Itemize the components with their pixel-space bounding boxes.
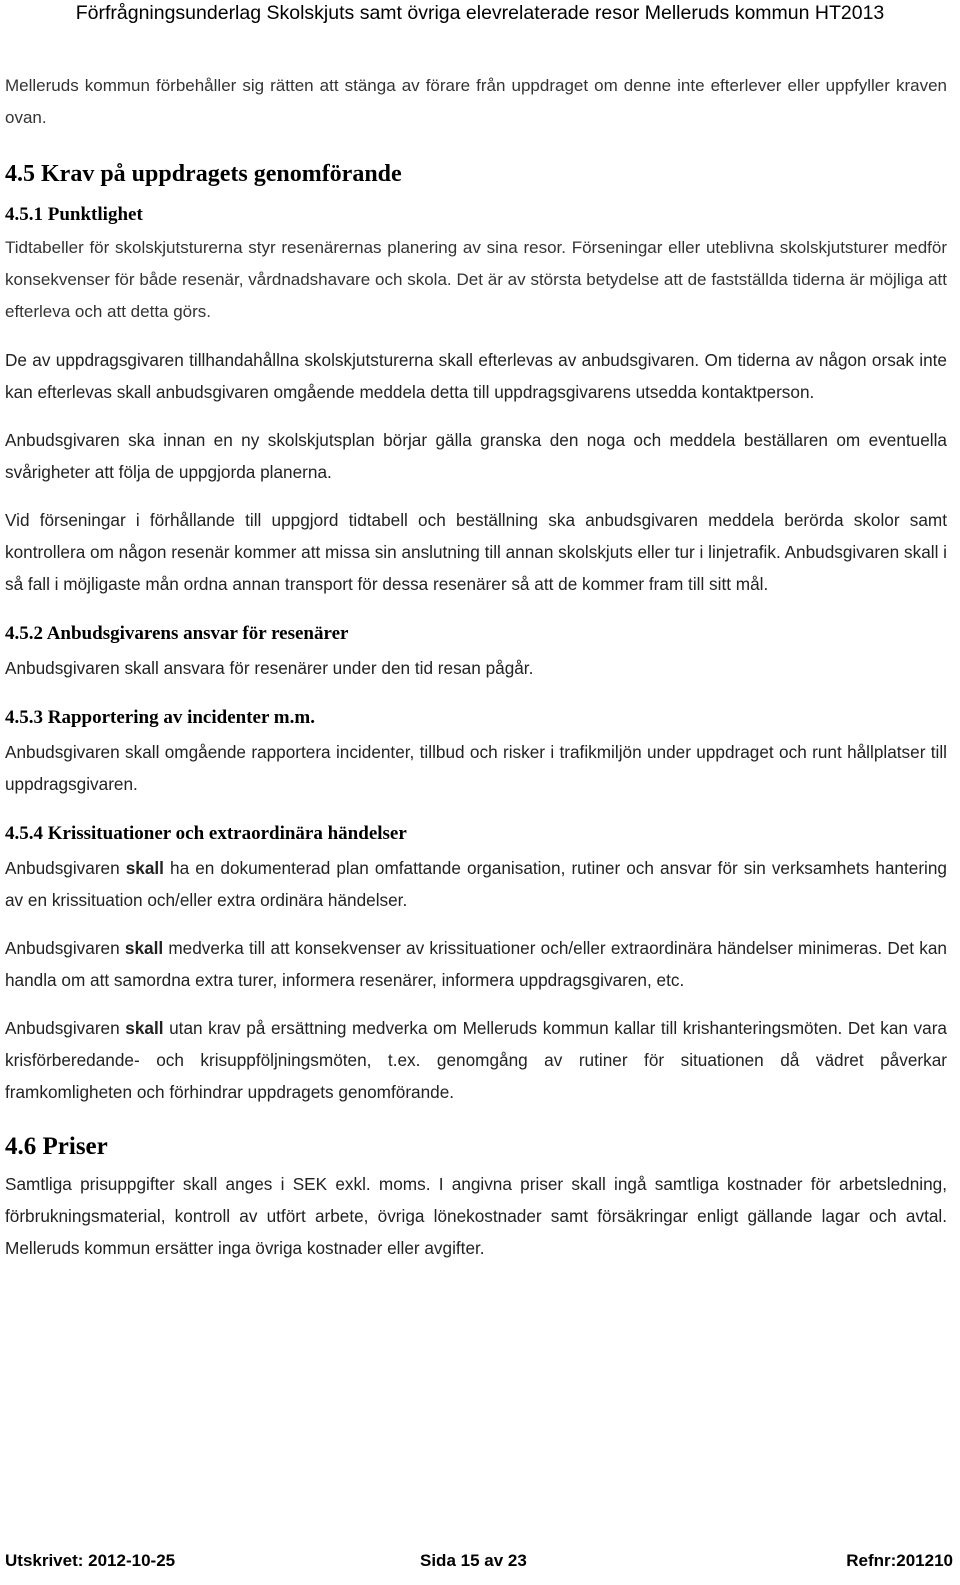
footer-printed-date: Utskrivet: 2012-10-25 [5, 1551, 176, 1570]
crisis-paragraph-3 [5, 1012, 947, 1108]
punctuality-paragraph-1 [5, 232, 947, 328]
footer-reference: Refnr:201210 [846, 1551, 953, 1570]
intro-paragraph: Melleruds kommun förbehåller sig rätten att stänga av förare från uppdraget om denne inte efterlever eller uppfyller kraven ovan. [5, 76, 947, 127]
footer-page-number: Sida 15 av 23 [420, 1551, 527, 1570]
punctuality-paragraph-2: De av uppdragsgivaren tillhandahållna skolskjutsturerna skall efterlevas av anbudsgivaren. Om tiderna av någon orsak inte kan efterlevas skall anbudsgivaren omgående meddela detta till uppdragsgivarens utsedda kontaktperson. [5, 350, 947, 402]
section-heading-4-5-4: 4.5.4 Krissituationer och extraordinära händelser [5, 823, 407, 844]
section-heading-4-5-2: 4.5.2 Anbudsgivarens ansvar för resenärer [5, 623, 349, 644]
punctuality-paragraph-1-a: Tidtabeller för skolskjutsturerna styr resenärernas planering av sina resor. Förseningar eller uteblivna skolskjutsturer medför konsekvenser för både resenär, vårdnadshavare och skola. [5, 238, 947, 289]
prices-paragraph: Samtliga prisuppgifter skall anges i SEK exkl. moms. I angivna priser skall ingå samtliga kostnader för arbetsledning, förbrukningsmaterial, kontroll av utfört arbete, övriga lönekostnader samt försäkringar enligt gällande lagar och avtal. Melleruds kommun ersätter inga övriga kostnader eller avgifter. [5, 1174, 947, 1258]
section-heading-4-5-3: 4.5.3 Rapportering av incidenter m.m. [5, 707, 315, 728]
crisis-paragraph-2-pre: Anbudsgivaren [5, 938, 125, 958]
crisis-paragraph-1 [5, 852, 947, 916]
crisis-paragraph-2-bold: skall [124, 938, 164, 958]
punctuality-paragraph-3: Anbudsgivaren ska innan en ny skolskjutsplan börjar gälla granska den noga och meddela beställaren om eventuella svårigheter att följa de uppgjorda planerna. [5, 430, 947, 482]
responsibility-paragraph: Anbudsgivaren skall ansvara för resenärer under den tid resan pågår. [5, 658, 534, 678]
section-heading-4-5-1: 4.5.1 Punktlighet [5, 204, 143, 225]
section-heading-4-5: 4.5 Krav på uppdragets genomförande [5, 161, 402, 187]
crisis-paragraph-3-pre: Anbudsgivaren [5, 1018, 126, 1038]
incident-paragraph: Anbudsgivaren skall omgående rapportera incidenter, tillbud och risker i trafikmiljön under uppdraget och runt hållplatser till uppdragsgivaren. [5, 742, 947, 794]
crisis-paragraph-2 [5, 932, 947, 996]
crisis-paragraph-1-post: ha en dokumenterad plan omfattande organisation, rutiner och ansvar för sin verksamhets hantering av en krissituation och/eller extra ordinära händelser. [5, 858, 947, 910]
crisis-paragraph-2-post: medverka till att konsekvenser av krissituationer och/eller extraordinära händelser minimeras. Det kan handla om att samordna extra turer, informera resenärer, informera uppdragsgivaren, etc. [5, 938, 947, 990]
section-heading-4-6: 4.6 Priser [5, 1133, 108, 1160]
page-body [5, 70, 947, 1264]
crisis-paragraph-1-bold: skall [125, 858, 164, 878]
crisis-paragraph-3-bold: skall [125, 1018, 164, 1038]
running-header: Förfrågningsunderlag Skolskjuts samt övriga elevrelaterade resor Melleruds kommun HT2013 [75, 2, 885, 24]
crisis-paragraph-1-pre: Anbudsgivaren [5, 858, 126, 878]
crisis-paragraph-3-post: utan krav på ersättning medverka om Melleruds kommun kallar till krishanteringsmöten. Det kan vara krisförberedande- och krisuppföljningsmöten, t.ex. genomgång av rutiner för situationen då vädret påverkar framkomligheten och förhindrar uppdragets genomförande. [5, 1018, 947, 1102]
punctuality-paragraph-4: Vid förseningar i förhållande till uppgjord tidtabell och beställning ska anbudsgivaren meddela berörda skolor samt kontrollera om någon resenär kommer att missa sin anslutning till annan skolskjuts eller tur i linjetrafik. Anbudsgivaren skall i så fall i möjligaste mån ordna annan transport för dessa resenärer så att de kommer fram till sitt mål. [5, 510, 947, 594]
punctuality-paragraph-1-b: Det är av största betydelse att de fastställda tiderna är möjliga att efterleva och att detta görs. [5, 270, 948, 321]
